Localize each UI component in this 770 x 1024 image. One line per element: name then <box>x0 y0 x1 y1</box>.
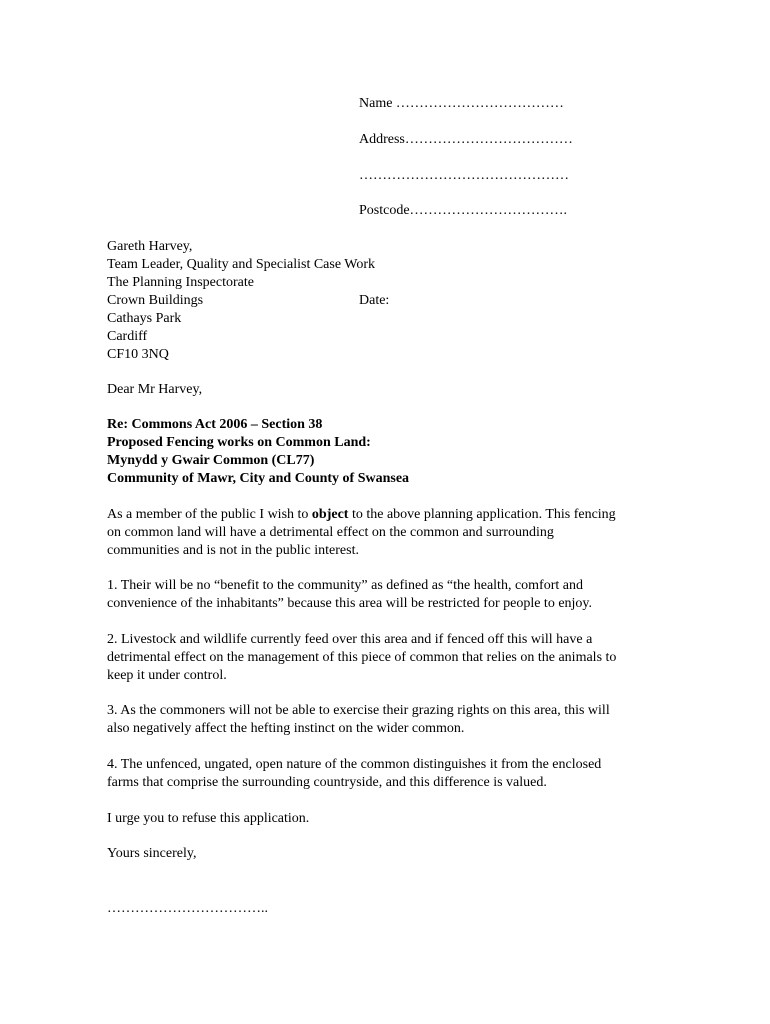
recipient-organisation: The Planning Inspectorate <box>107 275 254 290</box>
point-1-line-2: convenience of the inhabitants” because this area will be restricted for people to enjoy. <box>107 596 593 611</box>
recipient-building: Crown Buildings <box>107 293 204 308</box>
recipient-city: Cardiff <box>107 329 148 344</box>
urge-refusal: I urge you to refuse this application. <box>107 811 310 826</box>
intro-text-after: to the above planning application. This fencing <box>348 507 616 522</box>
point-2-line-2: detrimental effect on the management of this piece of common that relies on the animals to <box>107 650 617 665</box>
intro-text-before: As a member of the public I wish to <box>107 507 312 522</box>
date-label: Date: <box>359 293 390 308</box>
sender-address-line-2: ……………………………………… <box>359 168 569 183</box>
intro-line-3: communities and is not in the public interest. <box>107 543 359 558</box>
point-4-line-1: 4. The unfenced, ungated, open nature of the common distinguishes it from the enclosed <box>107 757 602 772</box>
sender-name-line: Name ……………………………… <box>359 96 564 111</box>
point-3-line-2: also negatively affect the hefting instinct on the wider common. <box>107 721 465 736</box>
recipient-name: Gareth Harvey, <box>107 239 193 254</box>
recipient-park: Cathays Park <box>107 311 182 326</box>
sender-postcode-line: Postcode……………………………. <box>359 203 568 218</box>
point-2-line-3: keep it under control. <box>107 668 227 683</box>
subject-line-3: Mynydd y Gwair Common (CL77) <box>107 453 315 468</box>
subject-line-2: Proposed Fencing works on Common Land: <box>107 435 371 450</box>
recipient-title: Team Leader, Quality and Specialist Case Work <box>107 257 376 272</box>
subject-line-1: Re: Commons Act 2006 – Section 38 <box>107 417 323 432</box>
point-3-line-1: 3. As the commoners will not be able to exercise their grazing rights on this area, this will <box>107 703 610 718</box>
point-2-line-1: 2. Livestock and wildlife currently feed over this area and if fenced off this will have a <box>107 632 593 647</box>
intro-object-emphasis: object <box>311 507 349 522</box>
salutation: Dear Mr Harvey, <box>107 382 203 397</box>
intro-line-1 <box>107 506 616 524</box>
sender-address-line: Address……………………………… <box>359 132 573 147</box>
subject-line-4: Community of Mawr, City and County of Swansea <box>107 471 410 486</box>
intro-line-2: on common land will have a detrimental effect on the common and surrounding <box>107 525 554 540</box>
point-1-line-1: 1. Their will be no “benefit to the community” as defined as “the health, comfort and <box>107 578 583 593</box>
point-4-line-2: farms that comprise the surrounding countryside, and this difference is valued. <box>107 775 547 790</box>
recipient-postcode: CF10 3NQ <box>107 347 169 362</box>
closing: Yours sincerely, <box>107 846 197 861</box>
signature-line: …………………………….. <box>107 901 268 916</box>
